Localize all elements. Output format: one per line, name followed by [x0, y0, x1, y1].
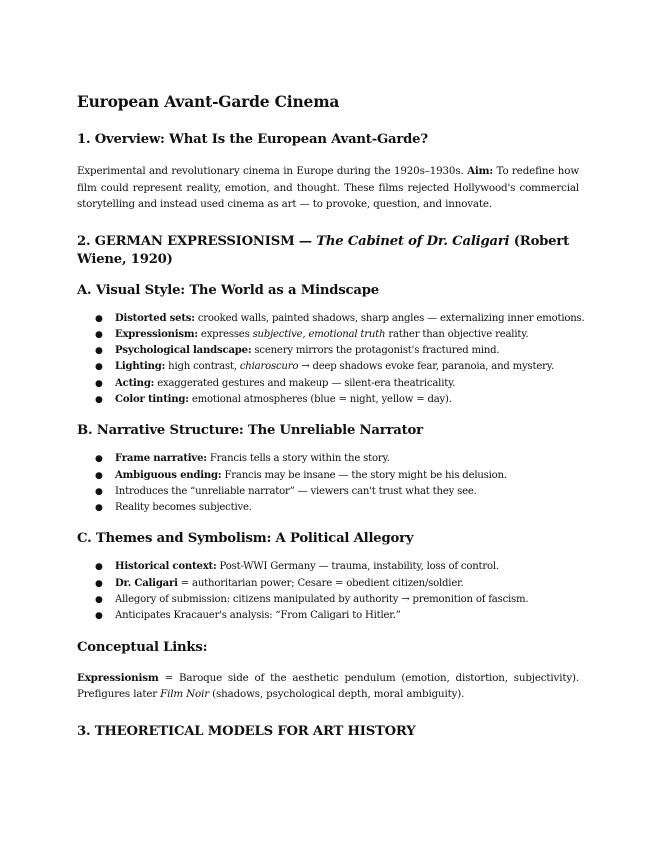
bullet-icon: ●: [95, 578, 103, 589]
section2-heading: [77, 233, 579, 269]
item-text: = authoritarian power; Cesare = obedient citizen/soldier.: [177, 577, 464, 589]
item-text: Introduces the “unreliable narrator” — viewers can't trust what they see.: [115, 485, 477, 497]
item-text: Francis may be insane — the story might be his delusion.: [221, 469, 507, 481]
bullet-icon: ●: [95, 470, 103, 481]
conceptual-heading: Conceptual Links:: [77, 639, 208, 655]
item-label: Lighting:: [115, 361, 166, 373]
list-item: [77, 343, 579, 359]
item-text: → deep shadows evoke fear, paranoia, and mystery.: [298, 361, 554, 373]
bullet-icon: ●: [95, 346, 103, 357]
item-text: exaggerated gestures and makeup — silent-era theatricality.: [154, 377, 456, 389]
bullet-icon: ●: [95, 595, 103, 606]
visual-style-heading: A. Visual Style: The World as a Mindscape: [77, 282, 379, 298]
visual-style-list: [77, 311, 585, 409]
themes-heading: C. Themes and Symbolism: A Political Allegory: [77, 531, 414, 547]
item-label: Dr. Caligari: [115, 577, 178, 589]
list-item: [77, 608, 579, 624]
themes-list: [77, 559, 579, 624]
bullet-icon: ●: [95, 454, 103, 465]
list-item: [77, 376, 579, 392]
bullet-icon: ●: [95, 329, 103, 340]
section2-heading-suffix: (Robert Wiene, 1920): [77, 233, 570, 267]
bullet-icon: ●: [95, 378, 103, 389]
list-item: [77, 359, 579, 375]
document-page: [77, 86, 585, 741]
list-item: [77, 484, 579, 500]
overview-text-after: To redefine how film could represent reality, emotion, and thought. These films rejected Hollywood's commercial storytelling and instead used cinema as art — to provoke, question, and innovate.: [77, 165, 579, 210]
item-label: Psychological landscape:: [115, 345, 252, 357]
overview-heading: 1. Overview: What Is the European Avant-Garde?: [77, 132, 428, 147]
item-label: Expressionism:: [115, 328, 198, 340]
item-label: Ambiguous ending:: [115, 469, 222, 481]
bullet-icon: ●: [95, 362, 103, 373]
item-text: high contrast,: [165, 361, 240, 373]
item-text: Reality becomes subjective.: [115, 502, 252, 514]
bullet-icon: ●: [95, 611, 103, 622]
conceptual-text: = Baroque side of the aesthetic pendulum (emotion, distortion, subjectivity). Prefigures later: [77, 671, 579, 701]
narrative-heading: B. Narrative Structure: The Unreliable Narrator: [77, 423, 423, 439]
conceptual-text: (shadows, psychological depth, moral ambiguity).: [209, 688, 465, 701]
item-italic: subjective, emotional truth: [252, 328, 386, 340]
item-text: Anticipates Kracauer's analysis: “From Caligari to Hitler.”: [115, 610, 401, 622]
conceptual-italic: Film Noir: [160, 688, 209, 701]
item-italic: chiaroscuro: [239, 361, 299, 373]
bullet-icon: ●: [95, 503, 103, 514]
list-item: [77, 311, 585, 327]
item-text: emotional atmospheres (blue = night, yellow = day).: [188, 393, 452, 405]
list-item: [77, 592, 579, 608]
bullet-icon: ●: [95, 562, 103, 573]
list-item: [77, 500, 579, 516]
item-text: crooked walls, painted shadows, sharp angles — externalizing inner emotions.: [194, 312, 585, 324]
item-text: Francis tells a story within the story.: [206, 453, 390, 465]
bullet-icon: ●: [95, 313, 103, 324]
item-label: Color tinting:: [115, 393, 189, 405]
document-title: European Avant-Garde Cinema: [77, 92, 340, 111]
list-item: [77, 468, 579, 484]
item-label: Distorted sets:: [115, 312, 195, 324]
list-item: [77, 576, 579, 592]
item-label: Acting:: [115, 377, 155, 389]
item-text: rather than objective reality.: [385, 328, 529, 340]
conceptual-paragraph: [77, 670, 579, 703]
list-item: [77, 559, 579, 575]
narrative-list: [77, 451, 579, 516]
list-item: [77, 327, 579, 343]
item-label: Historical context:: [115, 561, 217, 573]
bullet-icon: ●: [95, 486, 103, 497]
section3-heading: 3. THEORETICAL MODELS FOR ART HISTORY: [77, 723, 416, 739]
list-item: [77, 392, 579, 408]
conceptual-label: Expressionism: [77, 671, 159, 684]
item-text: expresses: [197, 328, 253, 340]
section2-heading-prefix: 2. GERMAN EXPRESSIONISM —: [77, 233, 317, 249]
section2-heading-film: The Cabinet of Dr. Caligari: [316, 233, 510, 249]
item-text: Allegory of submission: citizens manipulated by authority → premonition of fascism.: [115, 594, 529, 606]
list-item: [77, 451, 579, 467]
item-label: Frame narrative:: [115, 453, 207, 465]
aim-label: Aim:: [467, 165, 494, 177]
bullet-icon: ●: [95, 394, 103, 405]
overview-paragraph: [77, 163, 579, 213]
overview-text-before: Experimental and revolutionary cinema in Europe during the 1920s–1930s.: [77, 165, 468, 177]
item-text: scenery mirrors the protagonist's fractured mind.: [251, 345, 500, 357]
item-text: Post-WWI Germany — trauma, instability, loss of control.: [216, 561, 499, 573]
